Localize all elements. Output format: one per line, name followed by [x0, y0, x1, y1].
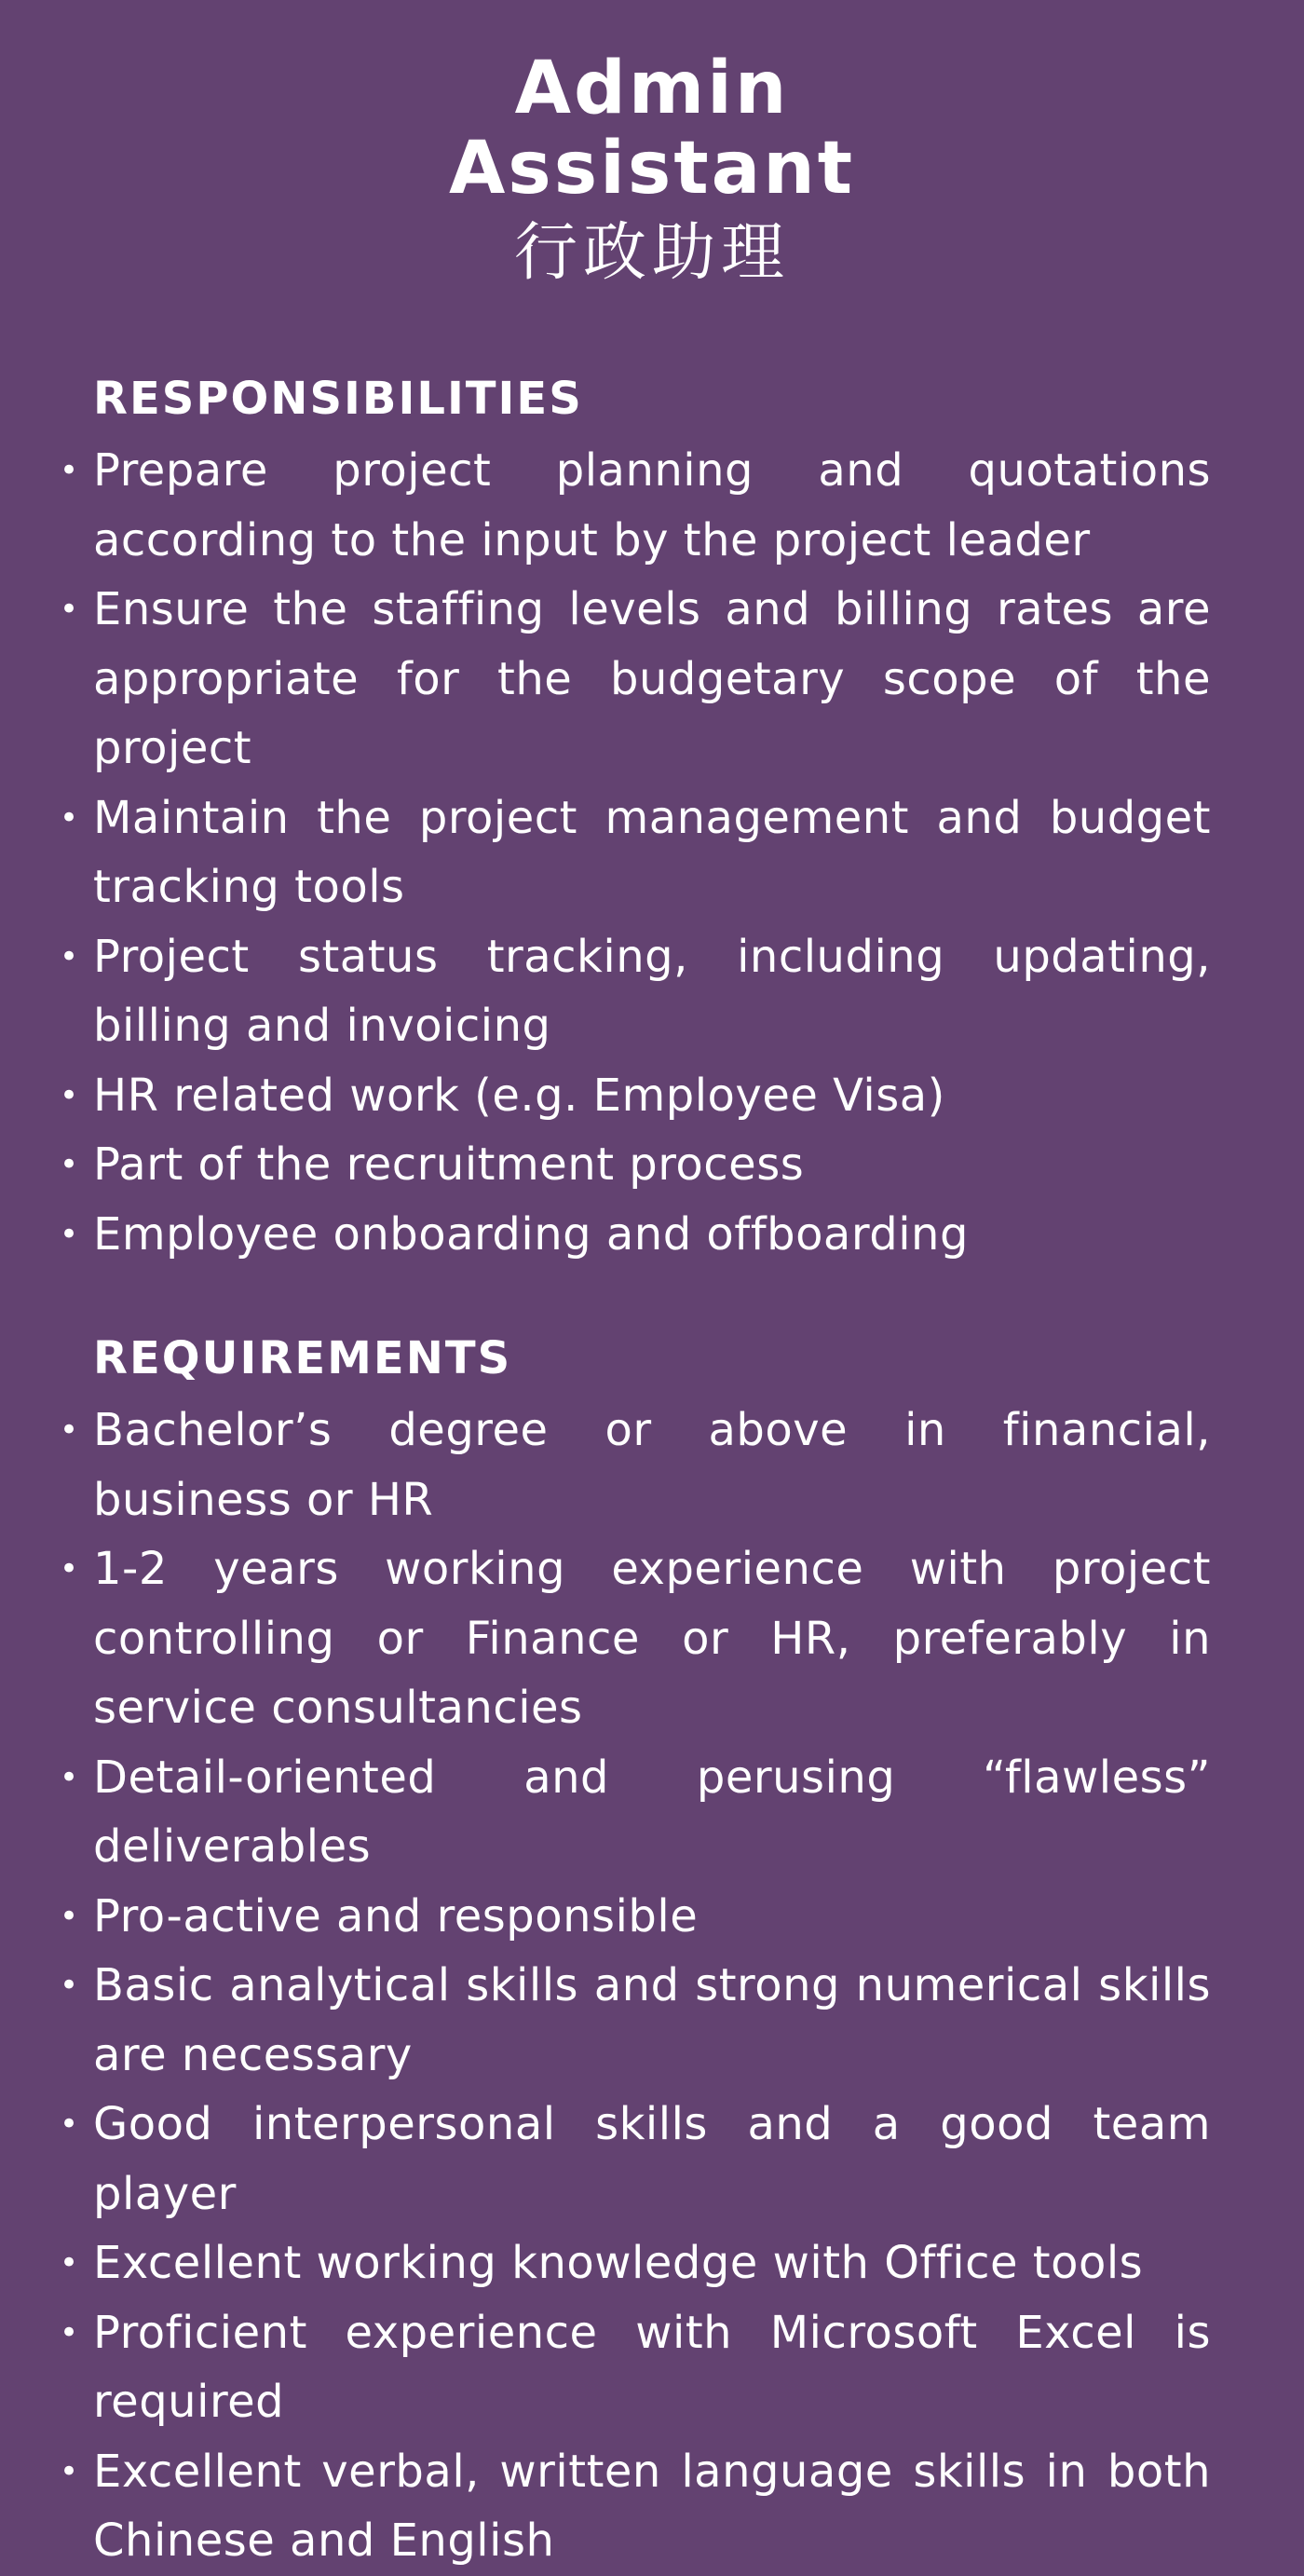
- bullet-icon: •: [60, 2313, 79, 2351]
- list-item-text: Employee onboarding and offboarding: [93, 1207, 969, 1261]
- bullet-icon: •: [60, 937, 79, 975]
- list-item-text: Excellent working knowledge with Office tools: [93, 2237, 1144, 2289]
- requirements-list: [0, 1396, 1304, 2576]
- job-title-line-2: Assistant: [448, 127, 856, 211]
- bullet-icon: •: [60, 1758, 79, 1796]
- list-item: [60, 1743, 1211, 1882]
- job-title-block: [0, 48, 1304, 298]
- list-item: [60, 1061, 1211, 1131]
- bullet-icon: •: [60, 1076, 79, 1114]
- responsibilities-section: [0, 371, 1304, 1269]
- bullet-icon: •: [60, 1550, 79, 1588]
- bullet-icon: •: [60, 1146, 79, 1183]
- list-item-text: Ensure the staffing levels and billing rates are appropriate for the budgetary scope of the project: [93, 583, 1211, 774]
- bullet-icon: •: [60, 452, 79, 489]
- list-item: [60, 1882, 1211, 1952]
- list-item: [60, 2228, 1211, 2298]
- list-item-text: 1-2 years working experience with project controlling or Finance or HR, preferably in service consultancies: [93, 1543, 1211, 1734]
- list-item: [60, 784, 1211, 922]
- list-item-text: Project status tracking, including updating, billing and invoicing: [93, 930, 1211, 1052]
- responsibilities-list: [0, 436, 1304, 1269]
- bullet-icon: •: [60, 2244, 79, 2282]
- list-item-text: Prepare project planning and quotations according to the input by the project leader: [93, 444, 1211, 566]
- bullet-icon: •: [60, 591, 79, 628]
- bullet-icon: •: [60, 1411, 79, 1449]
- list-item: [60, 1951, 1211, 2090]
- list-item: [60, 1396, 1211, 1534]
- list-item: [60, 922, 1211, 1061]
- bullet-icon: •: [60, 2452, 79, 2490]
- list-item-text: Excellent verbal, written language skills in both Chinese and English: [93, 2445, 1211, 2567]
- bullet-icon: •: [60, 798, 79, 837]
- list-item: [60, 436, 1211, 575]
- job-title-line-1: Admin: [514, 47, 790, 130]
- list-item: [60, 2090, 1211, 2228]
- list-item-text: HR related work (e.g. Employee Visa): [93, 1069, 945, 1122]
- list-item: [60, 2298, 1211, 2437]
- responsibilities-heading: RESPONSIBILITIES: [93, 373, 583, 425]
- list-item: [60, 1130, 1211, 1200]
- list-item: [60, 575, 1211, 784]
- list-item-text: Detail-oriented and perusing “flawless” deliverables: [93, 1751, 1211, 1873]
- job-title-chinese: 行政助理: [513, 216, 790, 290]
- bullet-icon: •: [60, 1897, 79, 1935]
- list-item-text: Proficient experience with Microsoft Excel is required: [93, 2306, 1211, 2428]
- requirements-heading: REQUIREMENTS: [93, 1332, 512, 1384]
- requirements-section: [0, 1330, 1304, 2576]
- list-item: [60, 1534, 1211, 1743]
- list-item-text: Bachelor’s degree or above in financial, business or HR: [93, 1404, 1211, 1526]
- list-item-text: Basic analytical skills and strong numerical skills are necessary: [93, 1959, 1211, 2081]
- list-item-text: Pro-active and responsible: [93, 1889, 699, 1942]
- bullet-icon: •: [60, 1215, 79, 1253]
- bullet-icon: •: [60, 2106, 79, 2143]
- list-item-text: Maintain the project management and budget tracking tools: [93, 791, 1211, 913]
- bullet-icon: •: [60, 1967, 79, 2004]
- list-item: [60, 1200, 1211, 1270]
- list-item-text: Part of the recruitment process: [93, 1138, 805, 1191]
- list-item-text: Good interpersonal skills and a good team player: [93, 2098, 1211, 2220]
- list-item: [60, 2437, 1211, 2576]
